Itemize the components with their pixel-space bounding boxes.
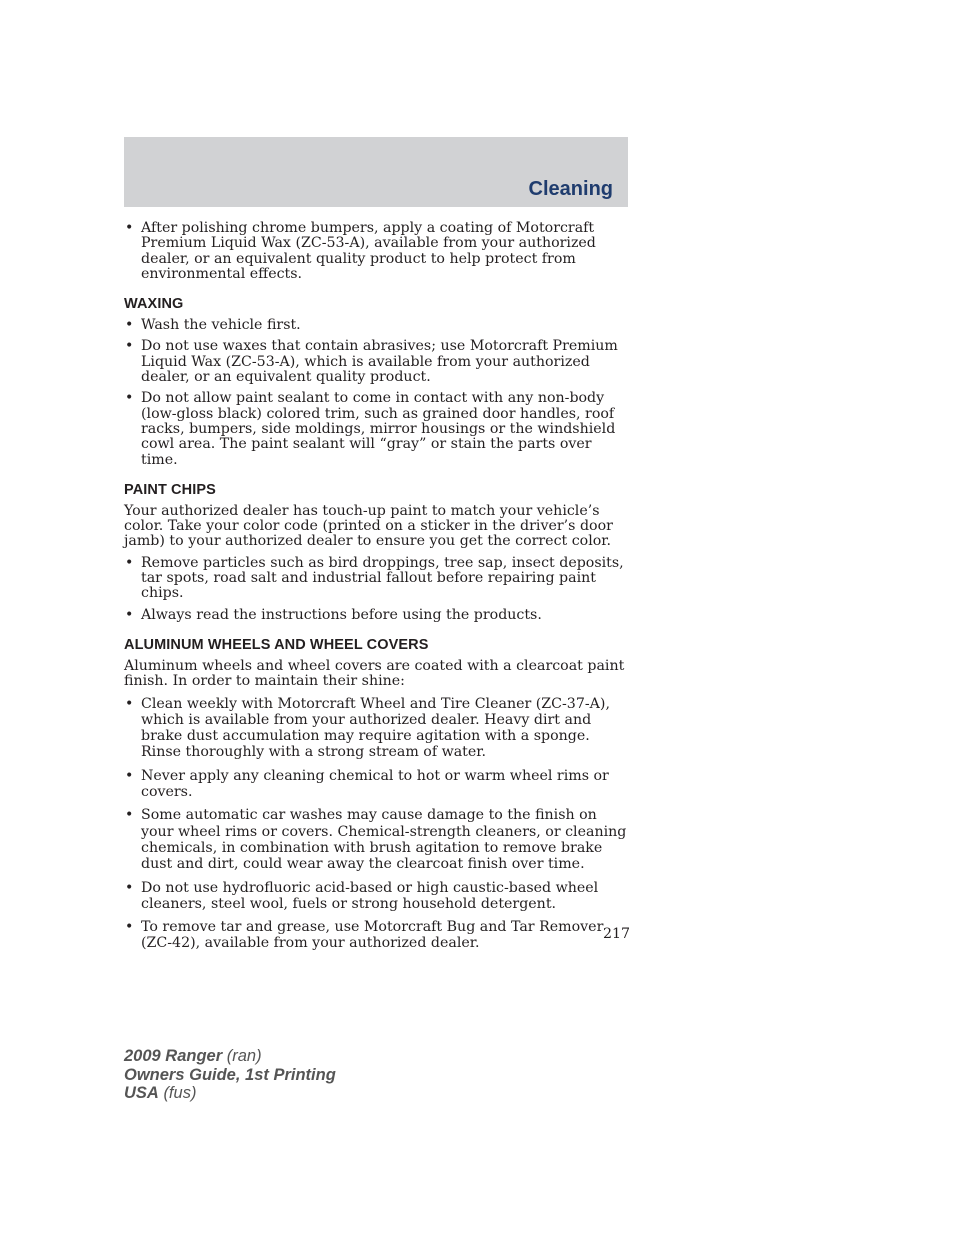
section-header-band — [124, 137, 628, 207]
list-item: • Do not allow paint sealant to come in contact with any non-body (low-gloss black) colored trim, such as grained door handles, roof racks, bumpers, side moldings, mirror housings or the windshield cowl area. The paint sealant will “gray” or stain the parts over time. — [124, 391, 630, 467]
wheels-paragraph: Aluminum wheels and wheel covers are coated with a clearcoat paint finish. In order to maintain their shine: — [124, 657, 625, 690]
footer-model-code: (ran) — [226, 1047, 262, 1065]
waxing-heading: WAXING — [124, 296, 184, 313]
footer-guide: Owners Guide, 1st Printing — [124, 1065, 336, 1084]
page-number: 217 — [603, 926, 631, 942]
list-item: • Some automatic car washes may cause damage to the finish on your wheel rims or covers. Chemical-strength cleaners, or cleaning chemicals, in combination with brush agitation to remove brake dust and dirt, could wear away the clearcoat finish over time. — [124, 807, 630, 872]
section-title: Cleaning — [528, 178, 613, 200]
list-item: • Never apply any cleaning chemical to hot or warm wheel rims or covers. — [124, 768, 630, 801]
list-item: • To remove tar and grease, use Motorcraft Bug and Tar Remover (ZC-42), available from your authorized dealer. — [124, 919, 630, 952]
footer-market: USA — [124, 1084, 159, 1102]
wheels-list — [124, 696, 630, 952]
paint-chips-paragraph: Your authorized dealer has touch-up paint to match your vehicle’s color. Take your color code (printed on a sticker in the driver’s door jamb) to your authorized dealer to ensure you get the correct color. — [124, 502, 613, 550]
list-item: • Wash the vehicle first. — [124, 318, 630, 333]
page-content — [124, 221, 630, 959]
footer-line-model — [124, 1047, 336, 1066]
footer-line-guide — [124, 1066, 336, 1085]
list-item: • Do not use hydrofluoric acid-based or high caustic-based wheel cleaners, steel wool, fuels or strong household detergent. — [124, 880, 630, 913]
paint-chips-list — [124, 556, 630, 623]
paint-chips-heading: PAINT CHIPS — [124, 481, 216, 498]
wheels-heading: ALUMINUM WHEELS AND WHEEL COVERS — [124, 636, 429, 653]
list-item: • Always read the instructions before using the products. — [124, 608, 630, 623]
footer-model: 2009 Ranger — [124, 1047, 223, 1065]
waxing-list — [124, 318, 630, 468]
list-item: • After polishing chrome bumpers, apply a coating of Motorcraft Premium Liquid Wax (ZC-53-A), available from your authorized dealer, or an equivalent quality product to help protect from environmental effects. — [124, 221, 630, 282]
footer-market-code: (fus) — [163, 1084, 197, 1102]
list-item: • Remove particles such as bird droppings, tree sap, insect deposits, tar spots, road salt and industrial fallout before repairing paint chips. — [124, 556, 630, 602]
list-item: • Do not use waxes that contain abrasives; use Motorcraft Premium Liquid Wax (ZC-53-A), which is available from your authorized dealer, or an equivalent quality product. — [124, 339, 630, 385]
footer-line-market — [124, 1084, 336, 1103]
intro-list — [124, 221, 630, 282]
list-item: • Clean weekly with Motorcraft Wheel and Tire Cleaner (ZC-37-A), which is available from your authorized dealer. Heavy dirt and brake dust accumulation may require agitation with a sponge. Rinse thoroughly with a strong stream of water. — [124, 696, 630, 761]
footer-edition-info — [124, 1047, 336, 1103]
